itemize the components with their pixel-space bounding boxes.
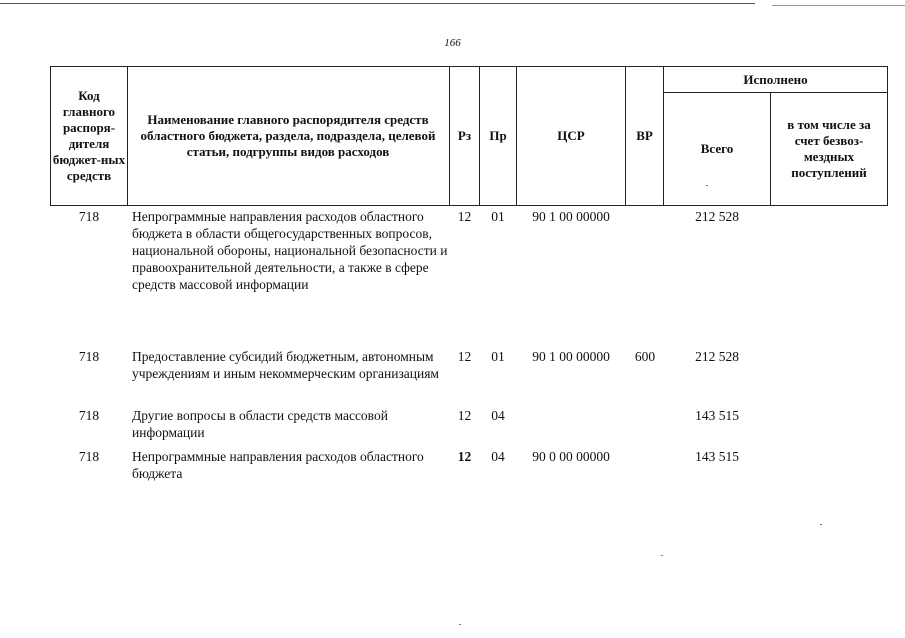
scan-speck <box>661 555 663 556</box>
row-rz: 12 <box>457 408 472 423</box>
header-executed: Исполнено <box>743 71 808 87</box>
header-name: Наименование главного распорядителя средств областного бюджета, раздела, подраздела, целевой статьи, подгруппы видов расходов <box>140 112 436 159</box>
row-csr: 90 0 00 00000 <box>532 449 610 464</box>
page-number: 166 <box>444 37 461 49</box>
row-name: Непрограммные направления расходов областного бюджета в области общегосударственных вопросов, национальной обороны, национальной безопасности и правоохранительной деятельности, а также в сфере средств массовой информации <box>132 209 448 292</box>
scan-speck <box>820 524 822 525</box>
header-pr: Пр <box>489 128 507 143</box>
header-divider <box>127 66 128 206</box>
row-code: 718 <box>78 449 100 464</box>
row-name: Непрограммные направления расходов областного бюджета <box>132 449 424 481</box>
row-code: 718 <box>78 408 100 423</box>
row-rz: 12 <box>457 349 472 364</box>
row-pr: 01 <box>491 209 505 224</box>
row-name: Другие вопросы в области средств массовой информации <box>132 408 388 440</box>
row-code: 718 <box>78 209 100 224</box>
row-csr: 90 1 00 00000 <box>532 349 610 364</box>
row-pr: 04 <box>491 449 505 464</box>
row-rz: 12 <box>457 209 472 224</box>
row-rz: 12 <box>457 449 472 464</box>
header-code: Код главного распоря-дителя бюджет-ных средств <box>52 88 126 183</box>
scan-speck <box>706 185 708 186</box>
scan-top-line-right <box>772 5 905 6</box>
row-total: 212 528 <box>695 209 739 224</box>
row-vr: 600 <box>634 349 656 364</box>
row-total: 143 515 <box>695 449 739 464</box>
row-csr: 90 1 00 00000 <box>532 209 610 224</box>
row-name: Предоставление субсидий бюджетным, автономным учреждениям и иным некоммерческим организациям <box>132 349 439 381</box>
row-total: 212 528 <box>695 349 739 364</box>
header-incl: в том числе за счет безвоз-мездных поступлений <box>787 117 871 180</box>
header-vr: ВР <box>636 128 653 143</box>
row-code: 718 <box>78 349 100 364</box>
scan-speck <box>459 624 461 625</box>
header-csr: ЦСР <box>557 128 585 143</box>
scan-top-line <box>0 3 755 4</box>
header-total: Всего <box>700 141 734 156</box>
row-pr: 04 <box>491 408 505 423</box>
row-pr: 01 <box>491 349 505 364</box>
header-divider <box>770 92 771 206</box>
header-rz: Рз <box>457 128 472 143</box>
row-total: 143 515 <box>695 408 739 423</box>
